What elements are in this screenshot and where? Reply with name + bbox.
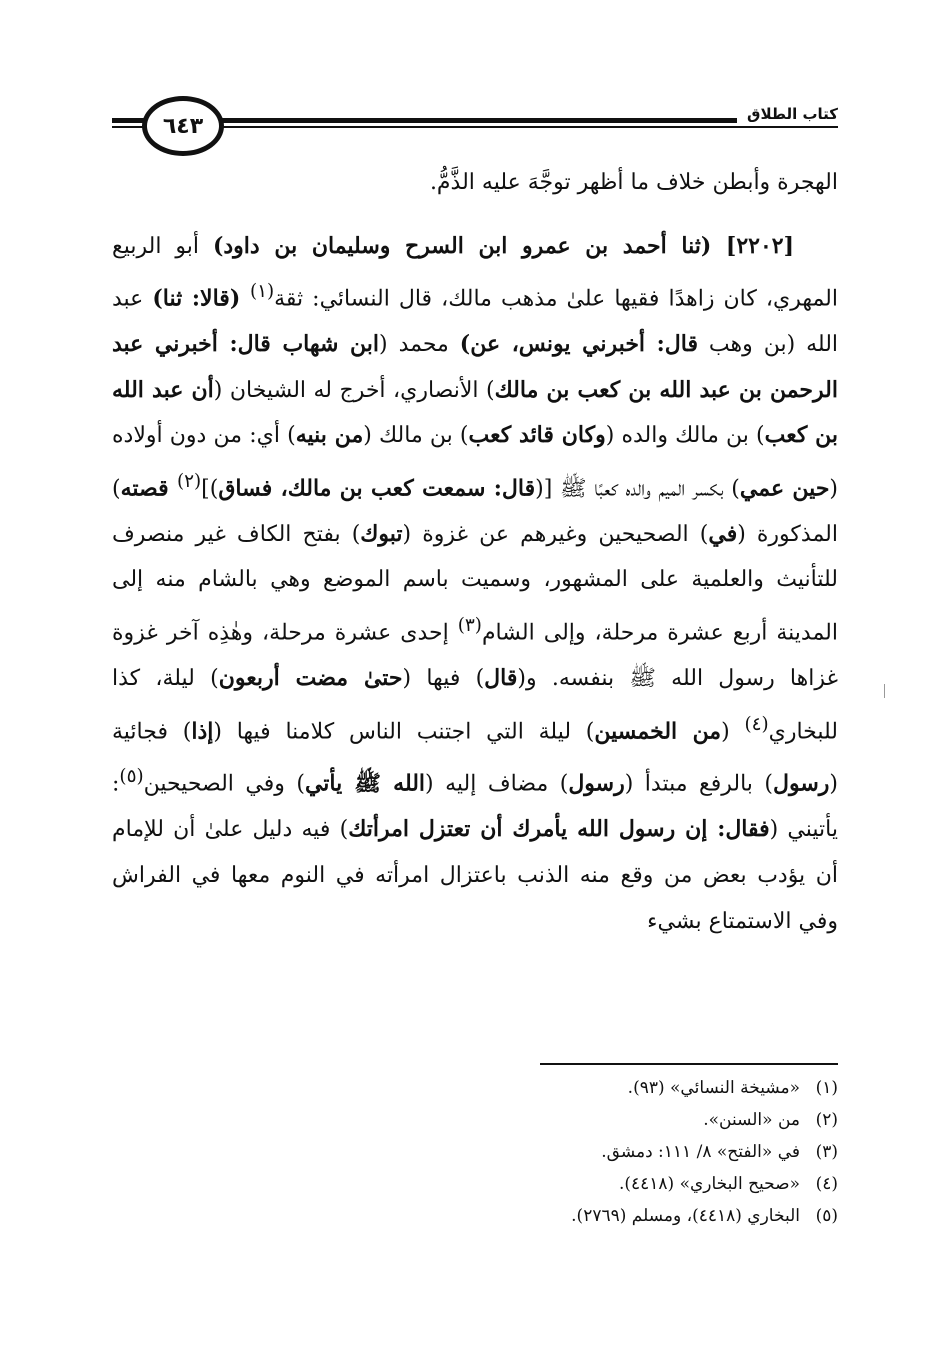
footnote-ref-2: (٢) <box>176 470 202 492</box>
footnote-text: البخاري (٤٤١٨)، ومسلم (٢٧٦٩). <box>571 1206 800 1226</box>
commentary-text: ) الأنصاري، أخرج له الشيخان ( <box>213 377 495 403</box>
commentary-text: ) وفي الصحيحين <box>143 771 305 797</box>
footnote <box>420 1200 838 1232</box>
hadith-text: قصته <box>120 475 177 502</box>
footnote-ref-5: (٥) <box>119 766 144 788</box>
footnote-ref-3: (٣) <box>457 615 482 636</box>
footnotes <box>420 1072 838 1232</box>
hadith-text: رسول <box>773 770 830 797</box>
hadith-text: (قالا: ثنا) <box>152 285 250 312</box>
commentary-text: ) بكسر الميم والده كعبًا ﷺ [( <box>535 476 740 502</box>
footnote-number: (٤) <box>815 1174 838 1194</box>
margin-mark <box>884 684 885 698</box>
hadith-text: رسول <box>568 770 625 797</box>
hadith-text: قال: أخبرني يونس، عن) <box>459 331 698 358</box>
hadith-text: في <box>708 520 738 547</box>
footnote-number: (٥) <box>815 1206 838 1226</box>
commentary-text: ) أي: من دون أولاده ( <box>112 423 839 502</box>
footnote-ref-4: (٤) <box>744 713 769 735</box>
commentary-text: ) بالرفع مبتدأ ( <box>624 771 773 797</box>
footnote <box>420 1104 838 1136</box>
paragraph-hadith-2202 <box>112 224 838 945</box>
paragraph-continuation: الهجرة وأبطن خلاف ما أظهر توجَّهَ عليه الذَّمُّ. <box>429 170 838 195</box>
commentary-text: ) المذكورة ( <box>112 476 838 547</box>
commentary-text: : يأتيني ( <box>112 771 838 843</box>
commentary-text: ) ليلة التي اجتنب الناس كلامنا فيها ( <box>213 718 595 744</box>
footnote-text: من «السنن». <box>703 1110 800 1130</box>
commentary-text: ) بفتح الكاف غير منصرف للتأنيث والعلمية على المشهور، وسميت باسم الموضع وهي بالشام منه إلى المدينة أربع عشرة مرحلة، وإلى الشام <box>112 521 838 646</box>
commentary-text: ) الصحيحين وغيرهم عن غزوة ( <box>402 521 709 547</box>
footnote-separator <box>540 1063 838 1065</box>
page-header <box>112 96 838 160</box>
hadith-text: وكان قائد كعب <box>468 422 606 449</box>
commentary-text: ) ليلة، كذا للبخاري <box>112 665 838 744</box>
footnote-number: (٣) <box>815 1142 838 1162</box>
hadith-text: من بنيه <box>295 422 364 449</box>
commentary-text: ( <box>721 718 745 744</box>
footnote-ref-1: (١) <box>249 281 275 303</box>
hadith-text: ابن شهاب قال: أخبرني عبد الرحمن بن عبد الله بن كعب بن مالك <box>112 331 838 403</box>
footnote-number: (٢) <box>815 1110 838 1130</box>
hadith-text: إذا <box>191 717 214 744</box>
commentary-text: ) فجائية ( <box>112 718 839 797</box>
hadith-text: قال: سمعت كعب بن مالك، فساق <box>218 475 536 502</box>
commentary-text: ) بن مالك والده ( <box>605 423 765 449</box>
footnote-number: (١) <box>815 1078 838 1098</box>
footnote <box>420 1168 838 1200</box>
hadith-text: قال <box>484 664 518 691</box>
footnote-text: في «الفتح» ٨/ ١١١: دمشق. <box>601 1142 800 1162</box>
hadith-chain-opening: [٢٢٠٢] (ثنا أحمد بن عمرو ابن السرح وسليمان بن داود) <box>212 232 795 259</box>
footnote-text: «مشيخة النسائي» (٩٣). <box>627 1078 800 1098</box>
hadith-text: حتىٰ مضت أربعون <box>218 664 403 691</box>
commentary-text: إحدى عشرة مرحلة، وهٰذِه آخر غزوة غزاها رسول الله ﷺ بنفسه. و( <box>112 620 838 691</box>
commentary-text: محمد ( <box>379 332 460 358</box>
main-text <box>112 160 838 944</box>
hadith-text: تبوك <box>360 520 403 547</box>
footnote <box>420 1136 838 1168</box>
hadith-text: من الخمسين <box>594 717 722 744</box>
commentary-text: ) بن مالك ( <box>363 423 469 449</box>
commentary-text: ) فيها ( <box>402 665 485 691</box>
hadith-text: حين عمي <box>739 475 830 502</box>
running-head: كتاب الطلاق <box>737 104 838 124</box>
commentary-text: ) مضاف إليه ( <box>425 771 569 797</box>
footnote-text: «صحيح البخاري» (٤٤١٨). <box>618 1174 800 1194</box>
commentary-text: ) فيه دليل علىٰ أن للإمام أن يؤدب بعض من وقع منه الذنب باعتزال امرأته في النوم معها في الفراش وفي الاستمتاع بشيء <box>112 817 838 934</box>
page-number: ٦٤٣ <box>142 96 224 156</box>
commentary-text: )] <box>201 476 219 502</box>
footnote <box>420 1072 838 1104</box>
hadith-text: الله ﷺ يأتي <box>304 770 426 797</box>
commentary-text: أبو الربيع المهري، كان زاهدًا فقيها علىٰ مذهب مالك، قال النسائي: ثقة <box>112 233 839 312</box>
hadith-text: أن عبد الله بن كعب <box>112 376 839 449</box>
commentary-text: عبد الله (بن وهب <box>112 286 839 358</box>
hadith-text: فقال: إن رسول الله يأمرك أن تعتزل امرأتك <box>348 816 770 843</box>
